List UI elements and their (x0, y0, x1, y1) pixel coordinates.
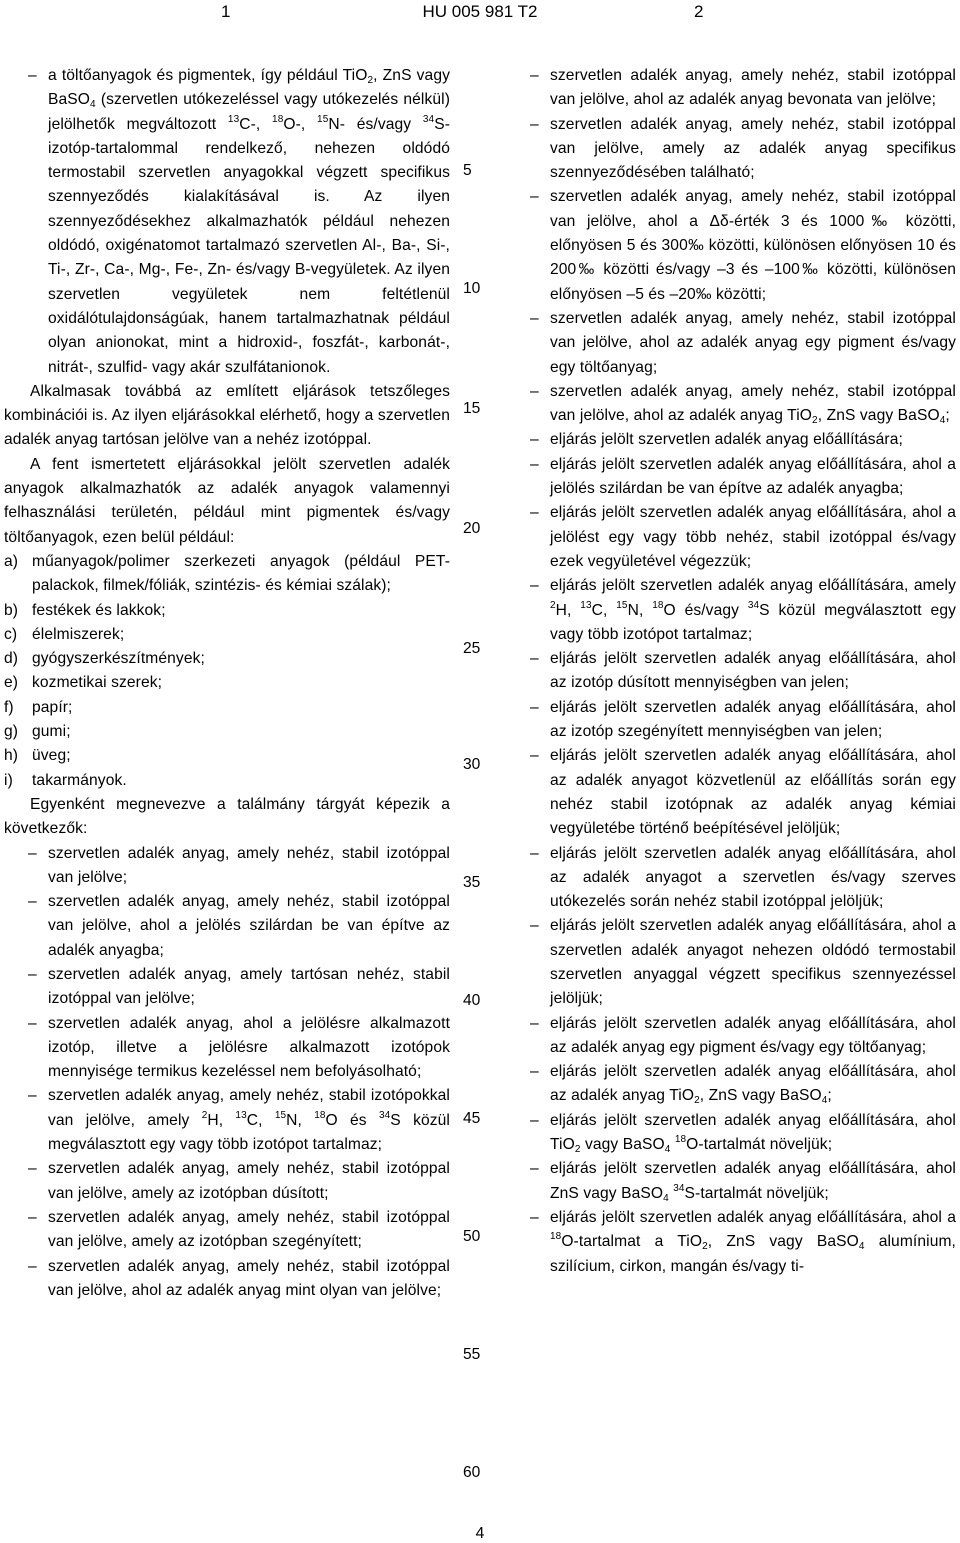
list-item: – szervetlen adalék anyag, amely nehéz, stabil izotóppal van jelölve, ahol az adalék anyag TiO$_2$, ZnS vagy BaSO$_4$; (506, 380, 956, 429)
list-item: – eljárás jelölt szervetlen adalék anyag előállítására, ahol a jelölést egy vagy több nehéz, stabil izotóppal és/vagy ezek vegyületével végezzük; (506, 501, 956, 574)
list-item: – eljárás jelölt szervetlen adalék anyag előállítására, ahol az adalék anyagot a szervetlen és/vagy szerves utókezelés során nehéz stabil izotóppal jelöljük; (506, 842, 956, 915)
list-item: – szervetlen adalék anyag, amely nehéz, stabil izotópokkal van jelölve, amely $^2$H, $^{13}$C, $^{15}$N, $^{18}$O és $^{34}$S közül megválasztott egy vagy több izotópot tartalmaz; (4, 1084, 450, 1157)
page-header (0, 0, 960, 32)
list-item: – szervetlen adalék anyag, amely nehéz, stabil izotóppal van jelölve, ahol az adalék anyag bevonata van jelölve; (506, 64, 956, 113)
list-item: h) üveg; (4, 747, 71, 765)
line-number: 60 (463, 1464, 481, 1481)
line-number: 40 (463, 992, 481, 1009)
line-number: 35 (463, 874, 481, 891)
line-number: 45 (463, 1110, 481, 1127)
line-number: 15 (463, 400, 481, 417)
list-item: – szervetlen adalék anyag, amely nehéz, stabil izotóppal van jelölve, amely az izotópban szegényített; (4, 1206, 450, 1255)
line-number: 25 (463, 640, 481, 657)
list-item: c) élelmiszerek; (4, 625, 125, 643)
paragraph: Egyenként megnevezve a találmány tárgyát képezik a következők: (4, 795, 450, 838)
list-item: – eljárás jelölt szervetlen adalék anyag előállítására, ahol az izotóp szegényített mennyiségben van jelen; (506, 696, 956, 745)
list-item: – eljárás jelölt szervetlen adalék anyag előállítására; (506, 428, 956, 452)
list-item: – szervetlen adalék anyag, amely tartósan nehéz, stabil izotóppal van jelölve; (4, 963, 450, 1012)
line-number: 30 (463, 756, 481, 773)
list-item: – eljárás jelölt szervetlen adalék anyag előállítására, ahol a jelölés szilárdan be van építve az adalék anyagba; (506, 453, 956, 502)
page-number-left: 1 (221, 2, 231, 21)
list-item: – szervetlen adalék anyag, amely nehéz, stabil izotóppal van jelölve; (4, 842, 450, 891)
line-number: 5 (463, 162, 472, 179)
list-item: – szervetlen adalék anyag, amely nehéz, stabil izotóppal van jelölve, amely az adalék anyag specifikus szennyeződésében található; (506, 113, 956, 186)
document-number: HU 005 981 T2 (422, 2, 538, 21)
list-item: – eljárás jelölt szervetlen adalék anyag előállítására, ahol a szervetlen adalék anyagot nehezen oldódó termostabil szervetlen anyaggal végzett specifikus szennyezéssel jelöljük; (506, 914, 956, 1011)
paragraph: Alkalmasak továbbá az említett eljárások tetszőleges kombinációi is. Az ilyen eljárásokkal elérhető, hogy a szervetlen adalék anyag tartósan jelölve van a nehéz izotóppal. (4, 382, 450, 449)
list-item: – szervetlen adalék anyag, amely nehéz, stabil izotóppal van jelölve, ahol az adalék anyag egy pigment és/vagy egy töltőanyag; (506, 307, 956, 380)
list-item: a) műanyagok/polimer szerkezeti anyagok (például PET-palackok, filmek/fóliák, szintézis- és kémiai szálak); (4, 552, 450, 595)
list-item: – eljárás jelölt szervetlen adalék anyag előállítására, ahol a $^{18}$O-tartalmat a TiO$_2$, ZnS vagy BaSO$_4$ alumínium, szilícium, cirkon, mangán és/vagy ti- (506, 1206, 956, 1279)
list-item: – eljárás jelölt szervetlen adalék anyag előállítására, ahol az adalék anyagot közvetlenül az előállítás során egy nehéz stabil izotópnak az adalék anyag kémiai vegyületébe történő beépítésével jelöljük; (506, 744, 956, 841)
list-item: – szervetlen adalék anyag, amely nehéz, stabil izotóppal van jelölve, ahol az adalék anyag mint olyan van jelölve; (4, 1255, 450, 1304)
list-item: e) kozmetikai szerek; (4, 674, 163, 692)
left-column (4, 64, 450, 1303)
list-item: i) takarmányok. (4, 771, 127, 789)
list-item: – szervetlen adalék anyag, amely nehéz, stabil izotóppal van jelölve, amely az izotópban dúsított; (4, 1157, 450, 1206)
application-list (4, 550, 450, 793)
list-item: – a töltőanyagok és pigmentek, így például TiO$_2$, ZnS vagy BaSO$_4$ (szervetlen utókezeléssel vagy utókezelés nélkül) jelölhetők megváltozott $^{13}$C-, $^{18}$O-, $^{15}$N- és/vagy $^{34}$S-izotóp-tartalommal rendelkező, nehezen oldódó termostabil szervetlen anyagokkal végzett specifikus szennyeződés kialakításával is. Az ilyen szennyeződésekhez alkalmazhatók például nehezen oldódó, oxigénatomot tartalmazó szervetlen Al-, Ba-, Si-, Ti-, Zr-, Ca-, Mg-, Fe-, Zn- és/vagy B-vegyületek. Az ilyen szervetlen vegyületek nem feltétlenül oxidálótulajdonságúak, hanem tartalmazhatnak például olyan anionokat, mint a hidroxid-, foszfát-, karbonát-, nitrát-, szulfid- vagy akár szulfátanionok. (4, 64, 450, 380)
list-item: f) papír; (4, 698, 73, 716)
list-item: – szervetlen adalék anyag, amely nehéz, stabil izotóppal van jelölve, ahol a jelölés szilárdan be van építve az adalék anyagba; (4, 890, 450, 963)
list-item: d) gyógyszerkészítmények; (4, 650, 205, 668)
list-item: – eljárás jelölt szervetlen adalék anyag előállítására, ahol az izotóp dúsított mennyiségben van jelen; (506, 647, 956, 696)
list-item: g) gumi; (4, 723, 71, 741)
line-number: 20 (463, 520, 481, 537)
list-item: – eljárás jelölt szervetlen adalék anyag előállítására, ahol TiO$_2$ vagy BaSO$_4$ $^{18}$O-tartalmát növeljük; (506, 1109, 956, 1158)
list-item: b) festékek és lakkok; (4, 601, 166, 619)
list-item: – eljárás jelölt szervetlen adalék anyag előállítására, ahol az adalék anyag egy pigment és/vagy egy töltőanyag; (506, 1012, 956, 1061)
list-item: – szervetlen adalék anyag, ahol a jelölésre alkalmazott izotóp, illetve a jelölésre alkalmazott izotópok mennyisége termikus kezeléssel nem befolyásolható; (4, 1012, 450, 1085)
list-item: – szervetlen adalék anyag, amely nehéz, stabil izotóppal van jelölve, ahol a Δδ-érték 3 és 1000‰ közötti, előnyösen 5 és 300‰ közötti, különösen előnyösen 10 és 200‰ közötti és/vagy –3 és –100‰ közötti, különösen előnyösen –5 és –20‰ közötti; (506, 185, 956, 306)
page-number-right: 2 (694, 2, 704, 21)
list-item: – eljárás jelölt szervetlen adalék anyag előállítására, amely $^2$H, $^{13}$C, $^{15}$N, $^{18}$O és/vagy $^{34}$S közül megválasztott egy vagy több izotópot tartalmaz; (506, 574, 956, 647)
line-number: 50 (463, 1228, 481, 1245)
page-footer-number: 4 (475, 1525, 485, 1542)
paragraph: A fent ismertetett eljárásokkal jelölt szervetlen adalék anyagok alkalmazhatók az adalék anyagok valamennyi felhasználási területén, például mint pigmentek és/vagy töltőanyagok, ezen belül például: (4, 455, 450, 546)
line-number: 55 (463, 1346, 481, 1363)
list-item: – eljárás jelölt szervetlen adalék anyag előállítására, ahol az adalék anyag TiO$_2$, ZnS vagy BaSO$_4$; (506, 1060, 956, 1109)
list-item: – eljárás jelölt szervetlen adalék anyag előállítására, ahol ZnS vagy BaSO$_4$ $^{34}$S-tartalmát növeljük; (506, 1157, 956, 1206)
line-number: 10 (463, 280, 481, 297)
right-column (506, 64, 956, 1279)
